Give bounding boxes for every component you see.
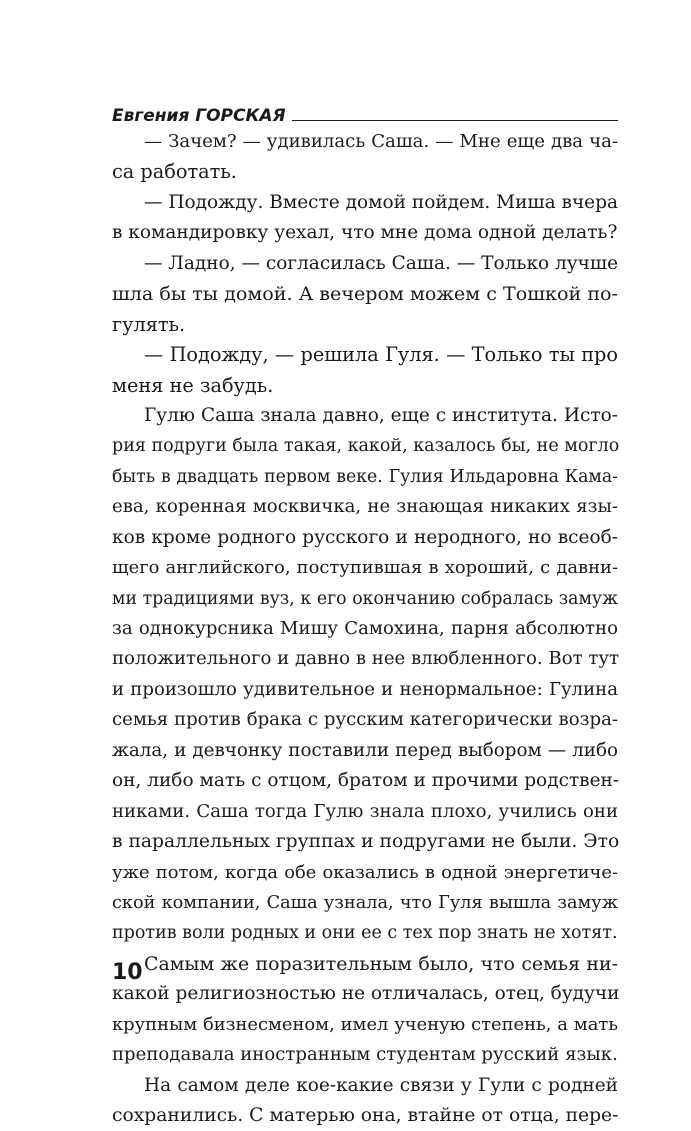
- text-line: какой религиозностью не отличалась, отец, будучи: [112, 983, 620, 1005]
- text-line: рия подруги была такая, какой, казалось бы, не могло: [112, 436, 620, 457]
- text-line: быть в двадцать первом веке. Гулия Ильдаровна Кама-: [112, 466, 618, 487]
- text-line: — Подожду, — решила Гуля. — Только ты про: [144, 343, 618, 367]
- text-line: Самым же поразительным было, что семья ни-: [144, 952, 618, 975]
- text-line: уже потом, когда обе оказались в одной энергетиче-: [112, 861, 618, 883]
- text-line: крупным бизнесменом, имел ученую степень, а мать: [112, 1013, 618, 1035]
- text-line: в командировку уехал, что мне дома одной делать?: [112, 222, 618, 244]
- text-line: за однокурсника Мишу Самохина, парня абсолютно: [112, 618, 618, 639]
- text-line: ков кроме родного русского и неродного, но всеоб-: [112, 526, 618, 548]
- text-line: шла бы ты домой. А вечером можем с Тошкой по-: [112, 282, 618, 306]
- text-line: меня не забудь.: [112, 373, 274, 397]
- text-line: са работать.: [112, 160, 237, 184]
- text-line: в параллельных группах и подругами не были. Это: [112, 831, 620, 853]
- text-line: никами. Саша тогда Гулю знала плохо, учились они: [112, 800, 618, 822]
- text-line: — Подожду. Вместе домой пойдем. Миша вчера: [144, 191, 618, 213]
- text-line: На самом деле кое-какие связи у Гули с родней: [144, 1074, 618, 1096]
- text-line: ской компании, Саша узнала, что Гуля вышла замуж: [112, 892, 618, 913]
- page-number: 10: [112, 960, 143, 985]
- text-line: ева, коренная москвичка, не знающая никаких язы-: [112, 496, 618, 518]
- text-line: сохранились. С матерью она, втайне от отца, пере-: [112, 1105, 619, 1126]
- text-line: — Ладно, — согласилась Саша. — Только лучше: [144, 252, 619, 274]
- body-text: [112, 127, 618, 1131]
- text-line: щего английского, поступившая в хороший, с давни-: [112, 557, 618, 579]
- running-header: [112, 96, 618, 126]
- text-line: гулять.: [112, 312, 186, 336]
- text-line: Гулю Саша знала давно, еще с института. Исто-: [144, 404, 618, 426]
- text-line: семья против брака с русским категорически возра-: [112, 709, 618, 731]
- text-line: жала, и девчонку поставили перед выбором — либо: [112, 739, 618, 761]
- text-line: положительного и давно в нее влюбленного. Вот тут: [112, 648, 620, 670]
- text-line: — Зачем? — удивилась Саша. — Мне еще два ча-: [144, 131, 618, 152]
- text-line: и произошло удивительное и ненормальное: Гулина: [112, 678, 618, 700]
- text-line: преподавала иностранным студентам русский язык.: [112, 1044, 618, 1066]
- header-rule: [292, 120, 618, 121]
- text-line: против воли родных и они ее с тех пор знать не хотят.: [112, 923, 618, 944]
- text-line: ми традициями вуз, к его окончанию собралась замуж: [112, 588, 618, 609]
- text-line: он, либо мать с отцом, братом и прочими родствен-: [112, 770, 620, 792]
- running-header-author: Евгения ГОРСКАЯ: [112, 106, 286, 126]
